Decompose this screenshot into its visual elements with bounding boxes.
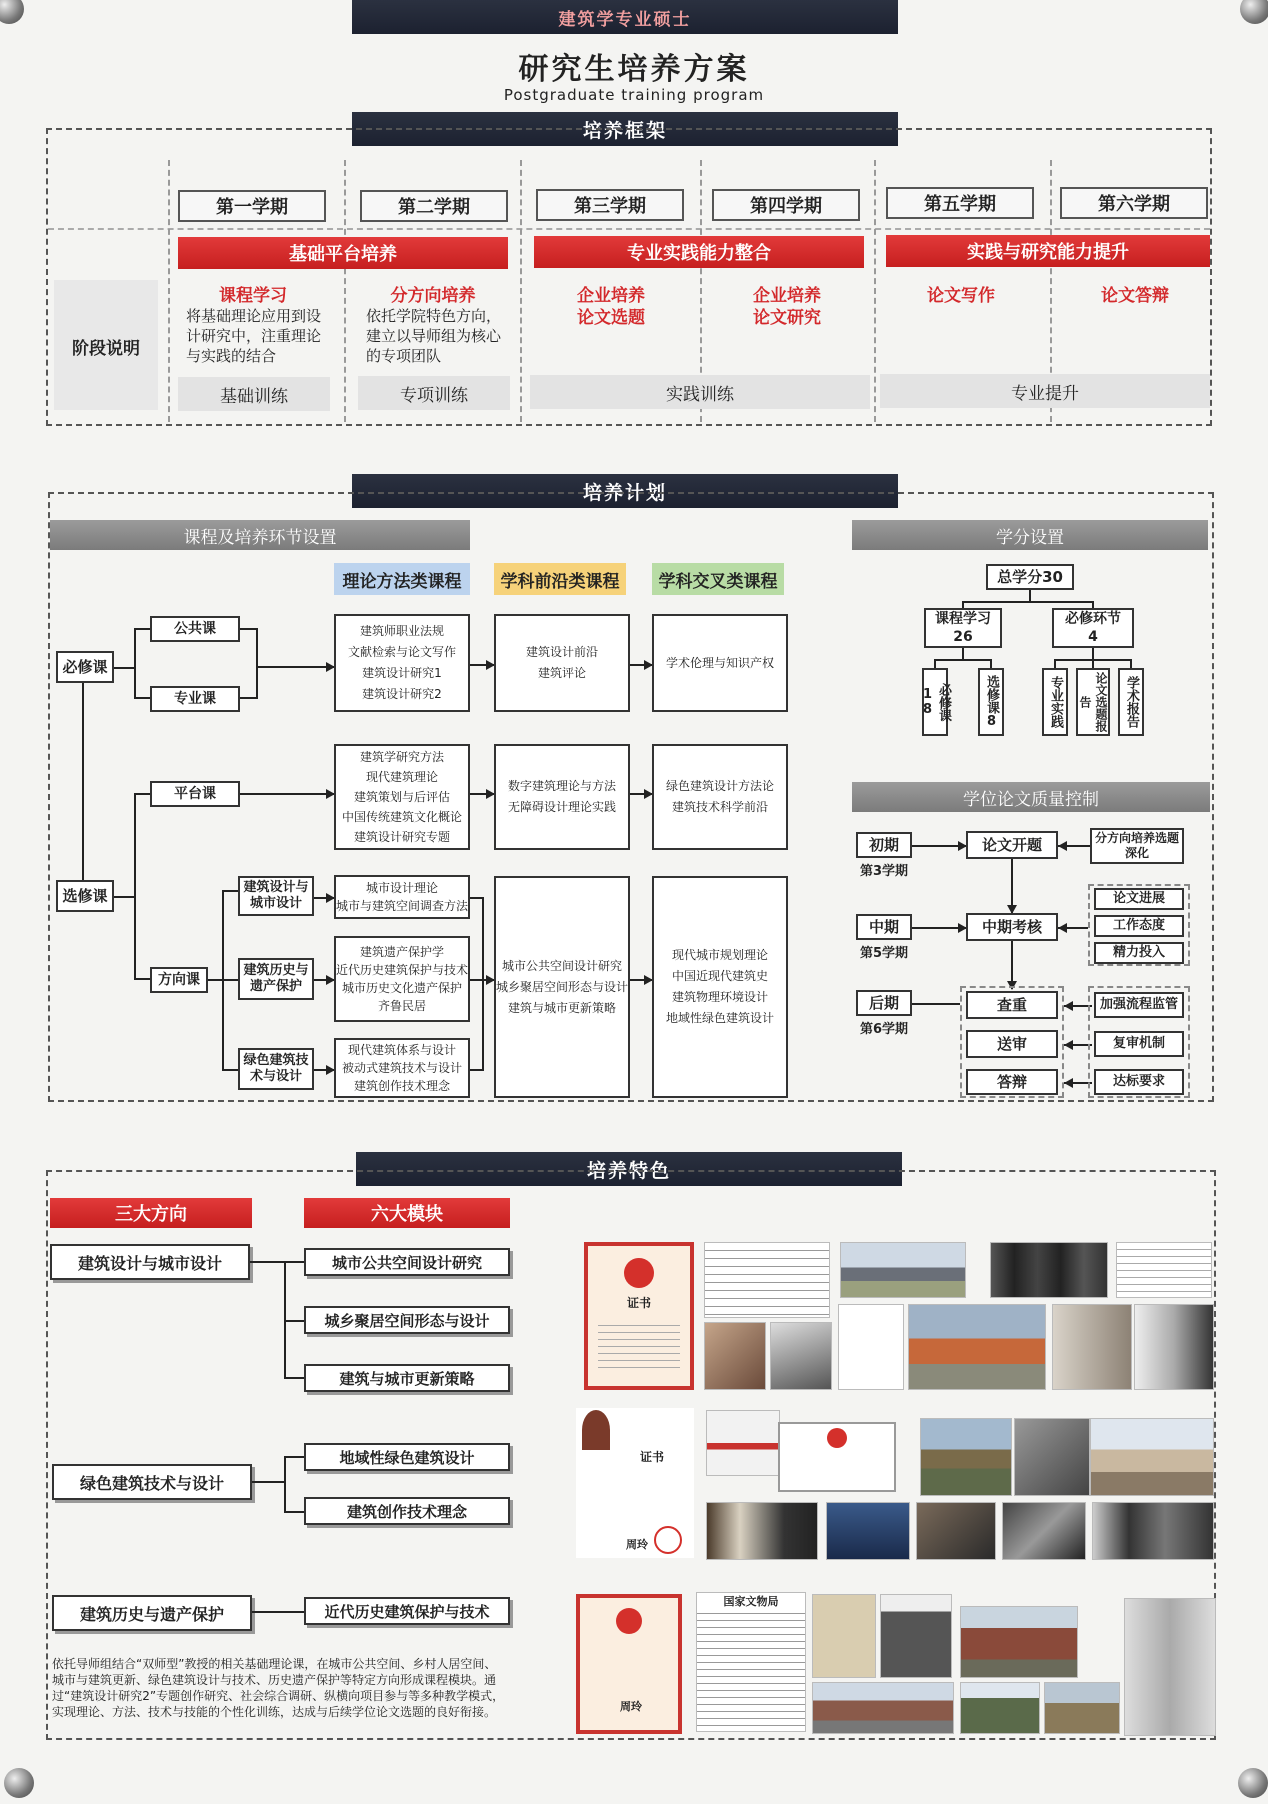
category-frontier: 学科前沿类课程 — [494, 563, 626, 595]
mid-review: 中期考核 — [966, 913, 1058, 941]
plan-band: 培养计划 — [352, 474, 898, 508]
module-renewal: 建筑与城市更新策略 — [304, 1364, 510, 1392]
certificate-image-5: 周玲 — [576, 1594, 682, 1734]
certificate-image-3: 证书 周玲 — [576, 1408, 694, 1558]
photo-landscape — [920, 1418, 1012, 1496]
stage-row-label: 阶段说明 — [72, 339, 140, 359]
cell-2-body: 依托学院特色方向，建立以导师组为核心的专项团队 — [366, 307, 502, 365]
photo-heritage-3 — [960, 1682, 1040, 1734]
required-node: 必修课 — [56, 651, 114, 683]
photo-heritage-2 — [812, 1682, 954, 1734]
training-professional: 专业提升 — [880, 374, 1210, 408]
plat-theory-box: 建筑学研究方法 现代建筑理论 建筑策划与后评估 中国传统建筑文化概论 建筑设计研究专题 — [334, 744, 470, 850]
cell-4-head: 企业培养 论文研究 — [753, 286, 821, 328]
stage-foundation: 基础平台培养 — [178, 237, 508, 269]
photo-building-1 — [840, 1242, 966, 1298]
public-course-node: 公共课 — [150, 616, 240, 642]
photo-heritage-4 — [1044, 1682, 1120, 1734]
photo-award-1 — [706, 1410, 780, 1476]
training-practice: 实践训练 — [530, 375, 870, 409]
plat-cross-box: 绿色建筑设计方法论 建筑技术科学前沿 — [652, 744, 788, 850]
stage-late-sem: 第6学期 — [860, 1022, 909, 1037]
page-subtitle: Postgraduate training program — [503, 86, 765, 104]
page-title: 研究生培养方案 — [518, 52, 750, 87]
process-supervision: 加强流程监管 — [1094, 992, 1184, 1018]
pin-bottom-right — [1238, 1768, 1268, 1798]
stage-mid-sem: 第5学期 — [860, 946, 909, 961]
photo-group-2 — [1092, 1502, 1214, 1560]
credit-required-link: 必修环节 4 — [1052, 608, 1134, 648]
req-theory-box: 建筑师职业法规 文献检索与论文写作 建筑设计研究1 建筑设计研究2 — [334, 614, 470, 712]
photo-room — [1052, 1304, 1132, 1390]
training-basic: 基础训练 — [178, 377, 330, 411]
credit-leaf-report: 学术报告 — [1118, 668, 1144, 736]
three-directions-label: 三大方向 — [50, 1198, 252, 1228]
platform-course-node: 平台课 — [150, 781, 240, 807]
semester-3: 第三学期 — [536, 189, 684, 221]
training-special: 专项训练 — [358, 376, 510, 410]
photo-site-visit — [1014, 1418, 1090, 1496]
direction-design: 建筑设计与城市设计 — [50, 1244, 250, 1280]
direction-deepen: 分方向培养选题深化 — [1090, 828, 1184, 864]
program-label: 建筑学专业硕士 — [558, 9, 692, 30]
credit-leaf-required: 必修课18 — [922, 668, 948, 736]
document-image-1 — [704, 1242, 830, 1318]
defense: 答辩 — [966, 1069, 1058, 1095]
semester-4: 第四学期 — [712, 189, 860, 221]
stage-late: 后期 — [856, 990, 912, 1016]
category-cross: 学科交叉类课程 — [652, 563, 784, 595]
photo-building-2 — [704, 1322, 766, 1390]
credit-leaf-practice: 专业实践 — [1042, 668, 1068, 736]
dir-a-theory-box: 城市设计理论 城市与建筑空间调查方法 — [334, 875, 470, 919]
module-public-space: 城市公共空间设计研究 — [304, 1248, 510, 1276]
book-cover-1 — [812, 1594, 876, 1678]
certificate-image-1: 证书 — [584, 1242, 694, 1390]
plat-frontier-box: 数字建筑理论与方法 无障碍设计理论实践 — [494, 744, 630, 850]
dir-b-theory-box: 建筑遗产保护学 近代历史建筑保护与技术 城市历史文化遗产保护 齐鲁民居 — [334, 936, 470, 1022]
photo-group-1 — [990, 1242, 1108, 1298]
features-band: 培养特色 — [356, 1152, 902, 1186]
framework-divider — [48, 228, 1210, 230]
document-image-3: 国家文物局 — [696, 1592, 806, 1732]
cell-6-head: 论文答辩 — [1101, 286, 1169, 306]
stage-practice: 专业实践能力整合 — [534, 236, 864, 268]
framework-band: 培养框架 — [352, 112, 898, 146]
req-frontier-box: 建筑设计前沿 建筑评论 — [494, 614, 630, 712]
credit-header: 学分设置 — [852, 520, 1208, 550]
effort-item: 精力投入 — [1094, 942, 1184, 964]
re-review: 复审机制 — [1094, 1031, 1184, 1057]
credit-course: 课程学习 26 — [924, 608, 1002, 648]
semester-2: 第二学期 — [360, 190, 508, 222]
features-note: 依托导师组结合“双师型”教授的相关基础理论课，在城市公共空间、乡村人居空间、城市与建筑更新、绿色建筑设计与技术、历史遗产保护等特定方向形成课程模块。通过“建筑设计研究2”专题创作研究、社会综合调研、纵横向项目参与等多种教学模式，实现理论、方法、技术与技能的个性化训练，达成与后续学位论文选题的良好衔接。 — [52, 1657, 505, 1719]
cell-2-head: 分方向培养 — [390, 286, 476, 306]
credit-total: 总学分30 — [986, 564, 1074, 590]
program-band — [352, 0, 898, 34]
semester-6: 第六学期 — [1060, 187, 1208, 219]
photo-heritage-1 — [960, 1606, 1078, 1678]
credit-leaf-elective: 选修课8 — [978, 668, 1004, 736]
cell-5-head: 论文写作 — [927, 286, 995, 306]
course-header: 课程及培养环节设置 — [50, 520, 470, 550]
photo-workshop — [1002, 1502, 1086, 1560]
stage-mid: 中期 — [856, 914, 912, 940]
pin-top-left — [0, 0, 24, 24]
stage-early: 初期 — [856, 832, 912, 858]
thesis-proposal: 论文开题 — [966, 831, 1058, 859]
quality-header: 学位论文质量控制 — [852, 782, 1210, 812]
dir-green-node: 绿色建筑技术与设计 — [238, 1048, 314, 1090]
book-cover-2 — [880, 1594, 952, 1678]
direction-green: 绿色建筑技术与设计 — [52, 1464, 252, 1500]
cell-3-head: 企业培养 论文选题 — [577, 286, 645, 328]
direction-course-node: 方向课 — [150, 967, 208, 993]
semester-1: 第一学期 — [178, 190, 326, 222]
photo-church — [1124, 1598, 1216, 1736]
semester-5: 第五学期 — [886, 187, 1034, 219]
dir-c-theory-box: 现代建筑体系与设计 被动式建筑技术与设计 建筑创作技术理念 — [334, 1038, 470, 1098]
attitude-item: 工作态度 — [1094, 915, 1184, 937]
photo-presentation — [706, 1502, 818, 1560]
certificate-image-2 — [838, 1304, 904, 1390]
cell-1-body: 将基础理论应用到设计研究中，注重理论与实践的结合 — [186, 307, 322, 365]
pin-bottom-left — [4, 1768, 34, 1798]
cell-1-head: 课程学习 — [219, 286, 287, 306]
module-rural: 城乡聚居空间形态与设计 — [304, 1306, 510, 1334]
major-course-node: 专业课 — [150, 686, 240, 712]
photo-meeting — [916, 1502, 996, 1560]
module-creation: 建筑创作技术理念 — [304, 1497, 510, 1525]
photo-campus — [908, 1304, 1046, 1390]
plagiarism-check: 查重 — [966, 991, 1058, 1019]
photo-village — [1090, 1418, 1214, 1496]
module-modern-heritage: 近代历史建筑保护与技术 — [304, 1597, 510, 1625]
photo-interior-1 — [770, 1322, 832, 1390]
stage-early-sem: 第3学期 — [860, 864, 909, 879]
photo-video-call — [826, 1502, 910, 1560]
category-theory: 理论方法类课程 — [334, 563, 470, 595]
elective-node: 选修课 — [56, 880, 114, 912]
dir-frontier-box: 城市公共空间设计研究 城乡聚居空间形态与设计 建筑与城市更新策略 — [494, 876, 630, 1098]
standards: 达标要求 — [1094, 1069, 1184, 1095]
credit-leaf-proposal: 论文选题报告 — [1076, 668, 1110, 736]
dir-cross-box: 现代城市规划理论 中国近现代建筑史 建筑物理环境设计 地域性绿色建筑设计 — [652, 876, 788, 1098]
direction-history: 建筑历史与遗产保护 — [52, 1595, 252, 1631]
external-review: 送审 — [966, 1030, 1058, 1058]
certificate-image-4 — [778, 1422, 896, 1492]
progress-item: 论文进展 — [1094, 888, 1184, 910]
pin-top-right — [1240, 0, 1268, 24]
stage-research: 实践与研究能力提升 — [886, 235, 1210, 267]
document-image-2 — [1116, 1242, 1212, 1298]
dir-design-node: 建筑设计与城市设计 — [238, 876, 314, 916]
module-regional-green: 地域性绿色建筑设计 — [304, 1443, 510, 1471]
dir-history-node: 建筑历史与遗产保护 — [238, 958, 314, 1000]
photo-corridor — [1134, 1304, 1214, 1390]
six-modules-label: 六大模块 — [304, 1198, 510, 1228]
req-cross-box: 学术伦理与知识产权 — [652, 614, 788, 712]
